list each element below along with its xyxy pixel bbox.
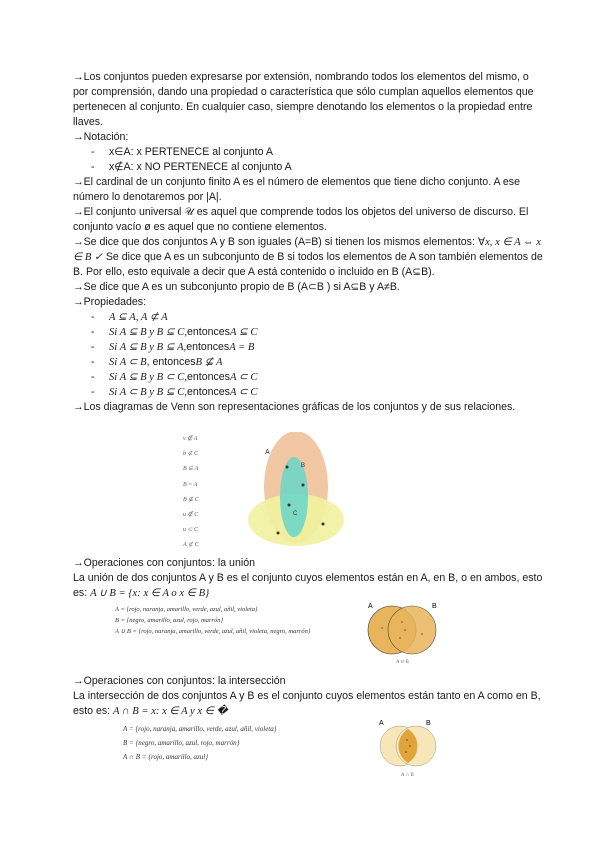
paragraph-universal: →El conjunto universal 𝒰 es aquel que comprende todos los objetos del universo de discurso. El conjunto vacío ø es aquel que no contiene elementos. [73, 206, 529, 233]
paragraph-cardinal: →El cardinal de un conjunto finito A es el número de elementos que tiene dicho conjunto. A ese número lo denotaremos por |A|. [73, 176, 520, 203]
set-label-b: B [426, 720, 431, 727]
union-text: La unión de dos conjuntos A y B es el conjunto cuyos elementos están en A, en B, o en ambos, esto es: A ∪ B = {x: x ∈ A o x ∈ B} [73, 572, 543, 599]
paragraph-extension: →Los conjuntos pueden expresarse por extensión, nombrando todos los elementos del mismo, o por comprensión, dando una propiedad o característica que sólo cumplan aquellos elementos que pertenecen al conjunto. En cualquier caso, siempre denotando los elementos o la propiedad entre llaves. [73, 71, 534, 128]
diagram-caption: A ∩ B [401, 773, 414, 778]
list-item: - Si A ⊆ B y B ⊂ C, entonces A ⊂ C [91, 371, 258, 383]
set-label-c: C [293, 511, 298, 517]
venn-diagram-abc [183, 432, 353, 552]
intersection-sets: A = {rojo, naranja, amarillo, verde, azul, añil, violeta} B = {negro, amarillo, azul, rojo, marrón} A ∩ B = {rojo, amarillo, azul} [123, 725, 277, 761]
list-item: - Si A ⊂ B , entonces B ⊈ A [91, 356, 223, 368]
intersection-title: →Operaciones con conjuntos: la intersección [73, 675, 286, 687]
venn-figure-1 [183, 432, 353, 552]
list-item: - x∉A: x NO PERTENECE al conjunto A [91, 161, 292, 173]
paragraph-proper-subset: →Se dice que A es un subconjunto propio de B (A⊂B ) si A⊆B y A≠B. [73, 281, 400, 293]
diagram-caption: A ∪ B [396, 660, 409, 665]
union-title: →Operaciones con conjuntos: la unión [73, 557, 255, 569]
list-item: - Si A ⊆ B y B ⊆ A, entonces A = B [91, 341, 255, 353]
notation-title: →Notación: [73, 131, 129, 143]
union-sets: A = {rojo, naranja, amarillo, verde, azul, añil, violeta} B = {negro, amarillo, azul, rojo, marrón} A ∪ B = {rojo, naranja, amarillo, verde, azul, añil, violeta, negro, marrón} [115, 606, 311, 635]
venn-union-diagram [362, 600, 452, 666]
list-item: - Si A ⊂ B y B ⊆ C, entonces A ⊂ C [91, 386, 258, 398]
paragraph-equal-sets: →Se dice que dos conjuntos A y B son iguales (A=B) si tienen los mismos elementos: ∀x, x ∈ A ⇔ x ∈ B ✓ Se dice que A es un subconjunto de B si todos los elementos de A son también elementos de B. Por ello, esto equivale a decir que A está contenido o incluido en B (A⊆B). [73, 236, 543, 278]
list-item: - Si A ⊆ B y B ⊆ C, entonces A ⊆ C [91, 326, 258, 338]
set-label-a: A [379, 720, 384, 727]
list-item: - A ⊆ A, A ⊄ A [91, 311, 168, 323]
paragraph-venn: →Los diagramas de Venn son representaciones gráficas de los conjuntos y de sus relaciones. [73, 401, 516, 413]
venn-intersection-diagram [376, 718, 446, 778]
set-label-a: A [368, 603, 373, 610]
properties-title: →Propiedades: [73, 296, 147, 308]
intersection-text: La intersección de dos conjuntos A y B es el conjunto cuyos elementos están tanto en A como en B, esto es: A ∩ B = x: x ∈ A y x ∈ � [73, 690, 541, 717]
set-label-b: B [301, 463, 306, 469]
intersection-section [73, 674, 543, 719]
document-body [73, 70, 543, 415]
union-section [73, 556, 543, 601]
set-label-a: A [265, 449, 270, 456]
set-label-b: B [432, 603, 437, 610]
relations-list: v ∉ A b ⊄ C B ⊆ A B = A B ⊈ C u ∉ C u ⊂ C A ⊄ C [183, 436, 199, 549]
list-item: - x∈A: x PERTENECE al conjunto A [91, 146, 273, 158]
